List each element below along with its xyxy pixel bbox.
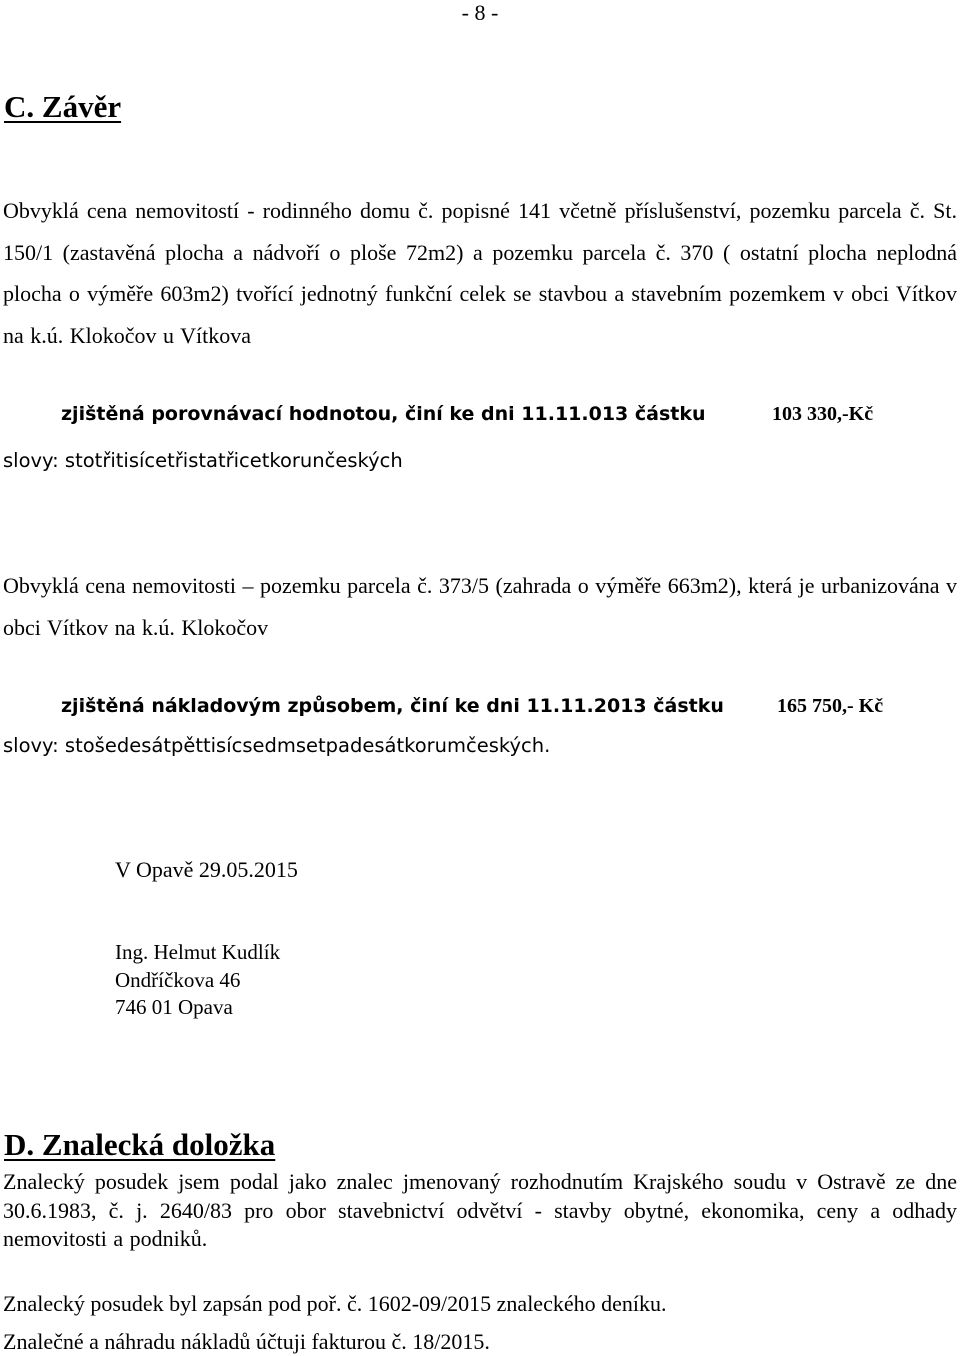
item1-valuation-label: zjištěná porovnávací hodnotou, činí ke dni 11.11.013 částku (61, 403, 706, 425)
item1-amount-words: slovy: stotřitisícetřistatřicetkorunčeských (3, 449, 403, 472)
signer-city: 746 01 Opava (115, 995, 233, 1019)
place-date: V Opavě 29.05.2015 (115, 857, 298, 882)
expert-clause-paragraph: Znalecký posudek jsem podal jako znalec jmenovaný rozhodnutím Krajského soudu v Ostravě ze dne 30.6.1983, č. j. 2640/83 pro obor stavebnictví odvětví - stavby obytné, ekonomika, ceny a odhady nemovitosti a podniků. (3, 1169, 957, 1251)
section-d-heading: D. Znalecká doložka (4, 1127, 276, 1162)
item1-amount: 103 330,-Kč (772, 403, 874, 425)
page-number: - 8 - (461, 0, 499, 25)
signer-name: Ing. Helmut Kudlík (115, 940, 281, 964)
item2-valuation-label: zjištěná nákladovým způsobem, činí ke dni 11.11.2013 částku (61, 695, 724, 717)
item1-description: Obvyklá cena nemovitostí - rodinného domu č. popisné 141 včetně příslušenství, pozemku parcela č. St. 150/1 (zastavěná plocha a nádvoří o ploše 72m2) a pozemku parcela č. 370 ( ostatní plocha neplodná plocha o výměře 603m2) tvořící jednotný funkční celek se stavbou a stavebním pozemkem v obci Vítkov na k.ú. Klokočov u Vítkova (3, 198, 957, 348)
item2-amount: 165 750,- Kč (777, 695, 884, 717)
item2-description: Obvyklá cena nemovitosti – pozemku parcela č. 373/5 (zahrada o výměře 663m2), která je urbanizována v obci Vítkov na k.ú. Klokočov (3, 573, 957, 640)
fee-note: Znalečné a náhradu nákladů účtuji fakturou č. 18/2015. (3, 1329, 490, 1354)
section-c-heading: C. Závěr (4, 89, 122, 124)
signer-street: Ondříčkova 46 (115, 968, 241, 992)
registration-note: Znalecký posudek byl zapsán pod poř. č. 1602-09/2015 znaleckého deníku. (3, 1291, 667, 1316)
item2-amount-words: slovy: stošedesátpěttisícsedmsetpadesátkorumčeských. (3, 734, 551, 757)
